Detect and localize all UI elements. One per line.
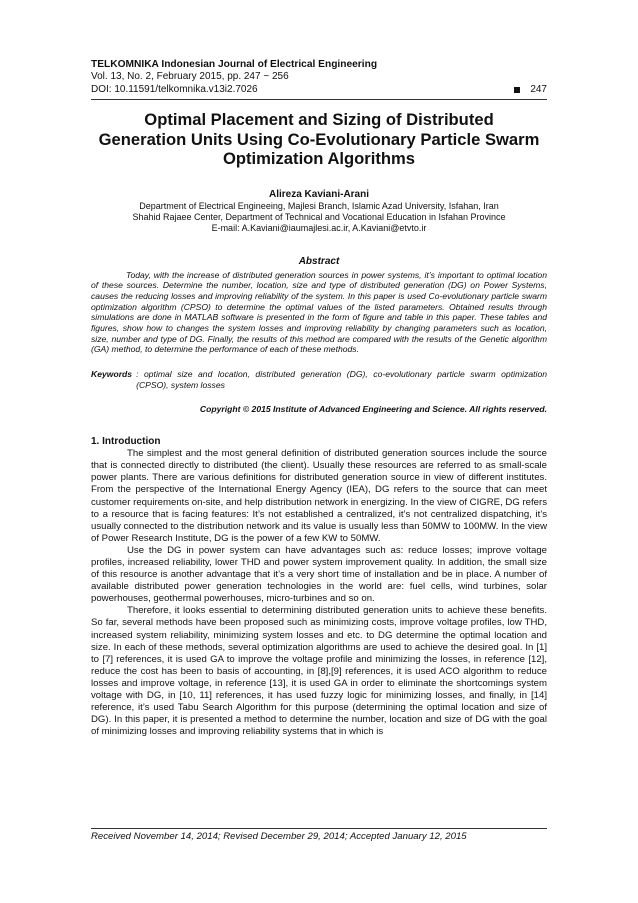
doi-row [91, 84, 547, 97]
keywords-text: : optimal size and location, distributed generation (DG), co-evolutionary particle swarm optimization (CPSO), system losses [136, 369, 547, 391]
received-dates: Received November 14, 2014; Revised December 29, 2014; Accepted January 12, 2015 [91, 831, 467, 842]
body-paragraph: The simplest and the most general definition of distributed generation sources include the source that is connected directly to distributed (the client). Usually these resources are referred to as small-scale power plants. There are various definitions for distributed generation source in view of different institutes. From the perspective of the International Energy Agency (IEA), DG refers to the source that can meet customer requirements on-site, and help distribution network in energizing. In the view of CIGRE, DG refers to a resource that is facing features: It’s not established a centralized, it’s not centralized dispatching, it’s usually connected to the distribution network and its value is usually less than 50MW to 100MW. In the view of Power Research Institute, DG is the power of a few KW to 50MW. [91, 448, 547, 544]
footer-rule [91, 828, 547, 829]
title-line: Optimization Algorithms [222, 149, 416, 168]
title-line: Optimal Placement and Sizing of Distributed [144, 110, 494, 129]
header-rule [91, 99, 547, 100]
affiliation-email: E-mail: A.Kaviani@iaumajlesi.ac.ir, A.Kaviani@etvto.ir [211, 222, 427, 233]
abstract-heading: Abstract [298, 255, 340, 267]
author-name: Alireza Kaviani-Arani [268, 188, 370, 200]
paper-page [91, 58, 547, 738]
affiliation [91, 201, 547, 234]
affiliation-line: Shahid Rajaee Center, Department of Technical and Vocational Education in Isfahan Province [132, 211, 506, 222]
page-number: 247 [530, 83, 547, 95]
body-paragraph: Therefore, it looks essential to determining distributed generation units to achieve these benefits. So far, several methods have been proposed such as minimizing costs, improve voltage profiles, low THD, increased system reliability, minimizing system losses and etc. to DG determine the optimal location and size. In each of these methods, several optimization algorithms are used to achieve the desired goal. In [1] to [7] references, it is used GA to improve the voltage profile and minimizing the losses, in reference [12], reduce the cost has been to basis of accounting, in [8],[9] references, it is used ACO algorithm to reduce losses and improve voltage, in reference [13], it is used GA in order to eliminate the shortcomings system voltage with DG, in [10, 11] references, it has used fuzzy logic for minimizing losses, and finally, in [14] reference, it’s used Tabu Search Algorithm for this purpose (determining the optimal location and size of DG). In this paper, it is presented a method to determine the number, location and size of DG with the goal of minimizing losses and improving reliability systems that in which is [91, 605, 547, 738]
page-number-block [514, 84, 547, 97]
body-paragraph: Use the DG in power system can have advantages such as: reduce losses; improve voltage profiles, increased reliability, lower THD and power system improvement quality. In addition, the small size of this resource is another advantage that it’s a very short time of installation and be in place. A number of available distributed power generation technologies in the world are: fuel cells, wind turbines, solar powerhouses, geothermal powerhouses, micro-turbines and so on. [91, 544, 547, 605]
affiliation-line: Department of Electrical Engineeing, Majlesi Branch, Islamic Azad University, Isfahan, Iran [139, 200, 499, 211]
abstract-text: Today, with the increase of distributed generation sources in power systems, it’s important to optimal location of these sources. Determine the number, location, size and type of distributed generation (DG) on Power Systems, causes the reducing losses and improving reliability of the system. In this paper is used Co-evolutionary particle swarm optimization algorithm (CPSO) to determine the optimal values of the listed parameters. Obtained results through simulations are done in MATLAB software is presented in the form of figure and table in this paper. These tables and figures, show how to changes the system losses and improving reliability by changing parameters such as location, size, number and type of DG. Finally, the results of this method are compared with the results of the Genetic algorithm (GA) method, to determine the performance of each of these methods. [91, 269, 547, 355]
title-line: Generation Units Using Co-Evolutionary Particle Swarm [98, 129, 540, 149]
doi-text: DOI: 10.11591/telkomnika.v13i2.7026 [91, 83, 258, 95]
journal-name: TELKOMNIKA Indonesian Journal of Electrical Engineering [91, 59, 378, 70]
copyright-notice: Copyright © 2015 Institute of Advanced Engineering and Science. All rights reserved. [199, 404, 547, 415]
paper-title [91, 110, 547, 169]
keywords-label: Keywords [91, 369, 133, 380]
keywords-block [91, 369, 547, 391]
section-heading: 1. Introduction [91, 436, 161, 448]
square-bullet-icon [514, 87, 520, 93]
journal-volume: Vol. 13, No. 2, February 2015, pp. 247 ~ 256 [91, 71, 289, 82]
